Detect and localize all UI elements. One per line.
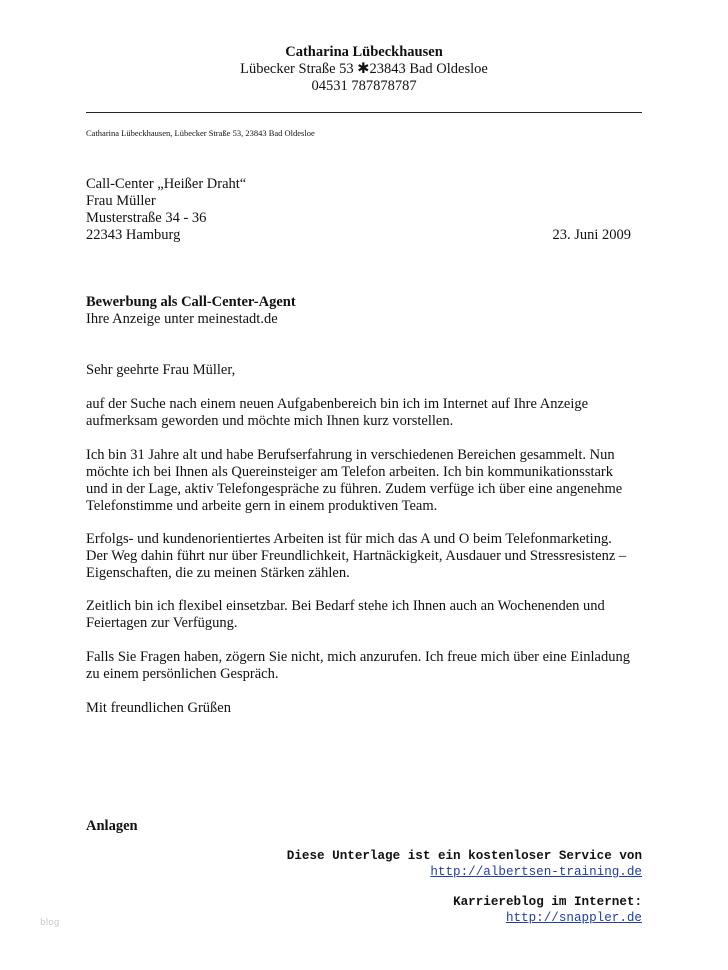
paragraph-line: Falls Sie Fragen haben, zögern Sie nicht, mich anzurufen. Ich freue mich über eine Einladung (86, 649, 630, 665)
paragraph (86, 598, 646, 632)
paragraph (86, 396, 646, 430)
paragraph-line: Der Weg dahin führt nur über Freundlichkeit, Hartnäckigkeit, Ausdauer und Stressresistenz – (86, 548, 627, 564)
subject-line: Bewerbung als Call-Center-Agent (86, 294, 296, 310)
attachments-label: Anlagen (86, 818, 138, 834)
paragraph-line: Erfolgs- und kundenorientiertes Arbeiten ist für mich das A und O beim Telefonmarketing. (86, 531, 612, 547)
service-link[interactable]: http://albertsen-training.de (430, 865, 642, 879)
paragraph-line: Eigenschaften, die zu meinen Stärken zählen. (86, 565, 350, 581)
paragraph-line: und in der Lage, aktiv Telefongespräche zu führen. Zudem verfüge ich über eine angenehme (86, 481, 623, 497)
paragraph-line: Telefonstimme und arbeite gern in einem produktiven Team. (86, 498, 438, 514)
recipient-company: Call-Center „Heißer Draht“ (86, 176, 247, 192)
return-address-line: Catharina Lübeckhausen, Lübecker Straße 53, 23843 Bad Oldesloe (86, 128, 315, 138)
recipient-street: Musterstraße 34 - 36 (86, 210, 207, 226)
sender-phone: 04531 787878787 (311, 78, 417, 94)
paragraph-line: auf der Suche nach einem neuen Aufgabenbereich bin ich im Internet auf Ihre Anzeige (86, 396, 589, 412)
letter-date: 23. Juni 2009 (552, 227, 631, 243)
paragraph-line: Feiertagen zur Verfügung. (86, 615, 238, 631)
recipient-city: 22343 Hamburg (86, 227, 181, 243)
sender-name: Catharina Lübeckhausen (285, 44, 443, 60)
paragraph-line: Ich bin 31 Jahre alt und habe Berufserfahrung in verschiedenen Bereichen gesammelt. Nun (86, 447, 615, 463)
closing-phrase: Mit freundlichen Grüßen (86, 700, 231, 716)
sender-address: Lübecker Straße 53 ✱23843 Bad Oldesloe (240, 61, 488, 77)
paragraph-line: aufmerksam geworden und möchte mich Ihnen kurz vorstellen. (86, 413, 454, 429)
watermark-text: blog (40, 918, 60, 928)
paragraph (86, 649, 646, 683)
paragraph (86, 531, 646, 582)
paragraph (86, 447, 646, 515)
paragraph-line: Zeitlich bin ich flexibel einsetzbar. Bei Bedarf stehe ich Ihnen auch an Wochenenden und (86, 598, 605, 614)
blog-note: Karriereblog im Internet: (453, 895, 642, 909)
paragraph-line: möchte ich bei Ihnen als Quereinsteiger am Telefon arbeiten. Ich bin kommunikationsstark (86, 464, 613, 480)
salutation: Sehr geehrte Frau Müller, (86, 362, 236, 378)
blog-link[interactable]: http://snappler.de (505, 911, 642, 925)
reference-line: Ihre Anzeige unter meinestadt.de (86, 311, 278, 327)
service-note: Diese Unterlage ist ein kostenloser Service von (286, 849, 642, 863)
recipient-person: Frau Müller (86, 193, 156, 209)
header-divider (86, 112, 642, 113)
paragraph-line: zu einem persönlichen Gespräch. (86, 666, 279, 682)
